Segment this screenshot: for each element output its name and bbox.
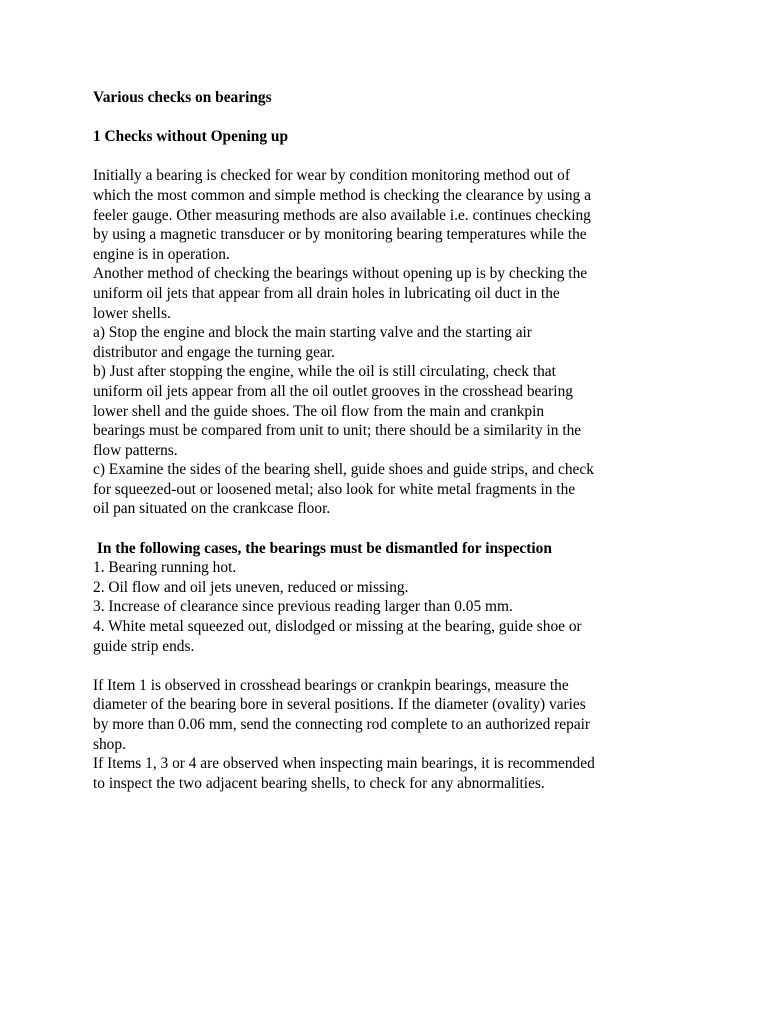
text-line: If Item 1 is observed in crosshead bearings or crankpin bearings, measure the xyxy=(93,676,569,694)
text-line: c) Examine the sides of the bearing shell, guide shoes and guide strips, and check xyxy=(93,461,594,479)
intro-paragraph xyxy=(93,166,693,519)
text-line: Initially a bearing is checked for wear by condition monitoring method out of xyxy=(93,167,570,185)
dismantle-list xyxy=(93,558,693,656)
text-line: Another method of checking the bearings without opening up is by checking the xyxy=(93,265,588,283)
text-line: shop. xyxy=(93,735,126,753)
text-line: which the most common and simple method is checking the clearance by using a xyxy=(93,186,591,204)
document-page xyxy=(93,88,693,793)
text-line: diameter of the bearing bore in several positions. If the diameter (ovality) varies xyxy=(93,696,586,714)
text-line: by more than 0.06 mm, send the connecting rod complete to an authorized repair xyxy=(93,716,591,733)
closing-paragraph xyxy=(93,676,693,794)
list-item: 4. White metal squeezed out, dislodged or missing at the bearing, guide shoe or xyxy=(93,618,582,636)
spacer xyxy=(93,519,693,539)
text-line: oil pan situated on the crankcase floor. xyxy=(93,500,331,518)
spacer xyxy=(93,108,693,128)
list-item: 1. Bearing running hot. xyxy=(93,559,237,577)
list-item: 2. Oil flow and oil jets uneven, reduced or missing. xyxy=(93,578,409,596)
text-line: b) Just after stopping the engine, while the oil is still circulating, check that xyxy=(93,363,556,381)
text-line: lower shell and the guide shoes. The oil flow from the main and crankpin xyxy=(93,402,545,420)
text-line: flow patterns. xyxy=(93,441,178,459)
text-line: uniform oil jets appear from all the oil outlet grooves in the crosshead bearing xyxy=(93,382,573,400)
text-line: a) Stop the engine and block the main starting valve and the starting air xyxy=(93,324,532,342)
text-line: for squeezed-out or loosened metal; also look for white metal fragments in the xyxy=(93,480,576,498)
text-line: lower shells. xyxy=(93,304,171,322)
spacer xyxy=(93,147,693,167)
text-line: by using a magnetic transducer or by monitoring bearing temperatures while the xyxy=(93,226,587,244)
text-line: to inspect the two adjacent bearing shells, to check for any abnormalities. xyxy=(93,774,545,792)
list-item: 3. Increase of clearance since previous reading larger than 0.05 mm. xyxy=(93,598,513,616)
document-title: Various checks on bearings xyxy=(93,89,272,106)
text-line: feeler gauge. Other measuring methods are also available i.e. continues checking xyxy=(93,206,591,224)
dismantle-heading: In the following cases, the bearings must be dismantled for inspection xyxy=(93,539,552,557)
text-line: engine is in operation. xyxy=(93,245,230,263)
spacer xyxy=(93,656,693,676)
text-line: If Items 1, 3 or 4 are observed when inspecting main bearings, it is recommended xyxy=(93,755,595,773)
list-item: guide strip ends. xyxy=(93,637,195,655)
text-line: uniform oil jets that appear from all drain holes in lubricating oil duct in the xyxy=(93,284,560,302)
section-heading: 1 Checks without Opening up xyxy=(93,128,288,146)
text-line: bearings must be compared from unit to unit; there should be a similarity in the xyxy=(93,422,582,440)
text-line: distributor and engage the turning gear. xyxy=(93,343,335,361)
